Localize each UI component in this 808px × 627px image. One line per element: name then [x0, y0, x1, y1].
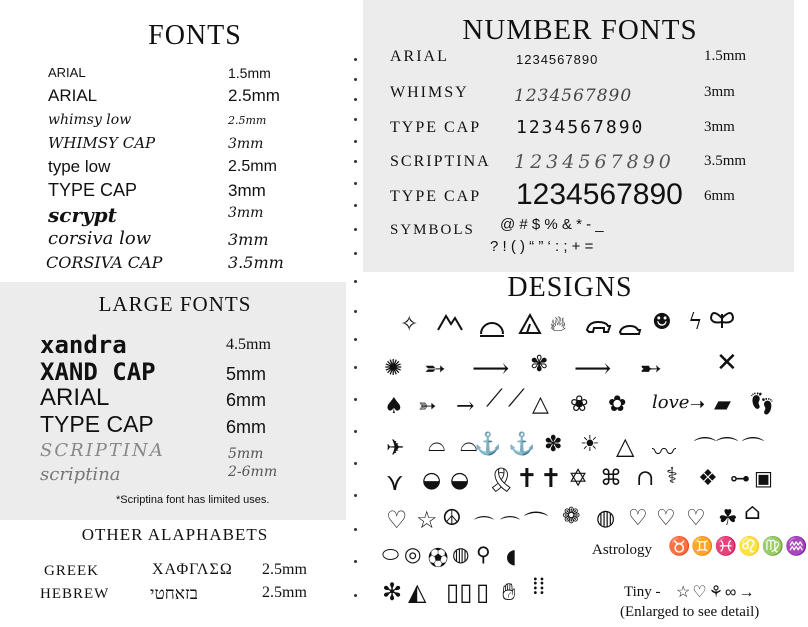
number-sample-arial: 1234567890 [516, 52, 599, 67]
bone-icon: ⊶ [730, 466, 750, 490]
arrow-icon: → [456, 394, 475, 419]
lotus-icon: ❀ [570, 392, 589, 417]
basketball-icon: ◎ [404, 542, 422, 566]
number-font-name: SCRIPTINA [390, 153, 491, 170]
font-size: 6mm [226, 417, 266, 437]
symbols-line-1: @ # $ % & * - _ [500, 216, 604, 233]
font-name-type-cap: TYPE CAP [48, 180, 138, 200]
horseshoe-icon: ∩ [636, 466, 655, 491]
number-size: 6mm [704, 188, 735, 204]
symbols-line-2: ? ! ( ) “ ” ‘ : ; + = [490, 238, 594, 255]
bee-icon: ✾ [530, 352, 549, 377]
scriptina-note: *Scriptina font has limited uses. [116, 494, 270, 506]
butterfly-icon [708, 308, 736, 336]
feather-icon: ⟋ [486, 384, 503, 412]
font-name-xand-cap: XAND CAP [40, 358, 156, 386]
football-icon: ⬭ [382, 542, 400, 566]
tiny-glyphs: ☆♡⚘∞→ [676, 584, 757, 601]
sunrise-icon [478, 316, 506, 344]
baseball-icon: ◍ [596, 506, 616, 531]
graduation-cap-icon: ⌂ [744, 500, 761, 525]
font-name-whimsy-low: whimsy low [48, 112, 132, 128]
wings-icon: ⌒⌒ [694, 437, 739, 462]
font-size: 3mm [228, 136, 264, 152]
shoeprints-icon: ⁞⁞ [532, 572, 546, 600]
ballet-shoes-icon: ▯▯ [446, 578, 473, 606]
number-sample-whimsy: 1234567890 [514, 86, 633, 106]
number-font-name: ARIAL [390, 48, 449, 65]
feather-arrow-icon: ➸ [640, 354, 662, 384]
font-name-arial-small: ARIAL [48, 65, 86, 80]
greek-sample: ΧΑΦΓΛΣΩ [152, 561, 233, 578]
ribbon-icon: 🎗︎ [486, 466, 517, 494]
compass-icon: ✧ [400, 312, 419, 337]
font-name-arial-large: ARIAL [40, 384, 110, 411]
number-size: 3mm [704, 84, 735, 100]
swallow-icon: ⋎ [386, 468, 404, 496]
jellyfish-icon: ⌓ [428, 432, 446, 457]
whistle-icon: ◖ [506, 544, 517, 568]
baseball-heart-icon: ♡ [628, 506, 648, 531]
footprints-icon: 👣︎ [748, 392, 776, 417]
font-size: 2.5mm [228, 86, 280, 105]
number-size: 3mm [704, 119, 735, 135]
astrology-label: Astrology [592, 542, 652, 558]
tiny-label: Tiny - [624, 584, 661, 600]
tennis-icon: ⚲ [476, 542, 491, 566]
bear-family-icon [618, 316, 646, 344]
arrow-icon: ⟶ [574, 354, 612, 384]
oregon-icon: ▰ [714, 392, 731, 417]
number-size: 3.5mm [704, 153, 747, 169]
other-alphabets-title: OTHER ALAPHABETS [81, 525, 269, 544]
large-fonts-title: LARGE FONTS [98, 292, 252, 316]
font-size: 4.5mm [226, 336, 271, 353]
number-sample-type-cap: 1234567890 [516, 117, 645, 138]
campfire-icon: 🔥︎ [550, 312, 567, 337]
bird-icon: ◒ [450, 468, 470, 493]
tree-icon: ♠ [384, 394, 404, 419]
love-arrow-text: love [652, 392, 690, 413]
heart-icon: ♡ [686, 506, 706, 531]
font-name-scriptina-low: scriptina [40, 464, 121, 485]
font-name-type-low: type low [48, 157, 111, 176]
paw-icon: ❖ [698, 466, 718, 491]
font-name-corsiva-low: corsiva low [48, 228, 152, 249]
arrow-icon: ➳ [418, 394, 437, 419]
font-size: 3mm [228, 230, 269, 249]
anchor-icon: ⚓ [474, 432, 502, 457]
bird-icon: ⌒ [500, 514, 520, 538]
sign-language-icon: ✋︎ [502, 578, 516, 606]
font-name-scriptina-cap: SCRIPTINA [40, 440, 165, 461]
font-name-corsiva-cap: CORSIVA CAP [46, 253, 163, 272]
designs-title: DESIGNS [507, 272, 633, 303]
greek-size: 2.5mm [262, 561, 307, 578]
font-size: 2.5mm [228, 114, 267, 127]
font-name-whimsy-cap: WHIMSY CAP [48, 134, 156, 152]
bear-icon [584, 314, 612, 342]
arrow-icon: ➵ [424, 354, 446, 384]
symbols-label: SYMBOLS [390, 222, 475, 238]
number-font-name: TYPE CAP [390, 119, 482, 136]
dandelion-icon: ✻ [382, 578, 403, 606]
ballet-shoes-icon: ▯ [476, 578, 490, 606]
font-name-scrypt: scrypt [48, 203, 117, 227]
number-font-name: TYPE CAP [390, 188, 482, 205]
fonts-title: FONTS [148, 20, 242, 51]
number-size: 1.5mm [704, 48, 747, 64]
rose-icon: ✽ [544, 432, 563, 457]
mountains-icon [436, 310, 464, 338]
dandelion-icon: ✺ [384, 356, 403, 381]
font-size: 5mm [226, 364, 266, 384]
tiny-note: (Enlarged to see detail) [620, 604, 760, 620]
peace-icon: ☮ [442, 506, 462, 531]
hibiscus-icon: ❁ [562, 504, 581, 529]
paper-airplane-icon: ✈ [386, 436, 405, 461]
bow-icon: ⌘ [600, 466, 622, 491]
cross-icon: ✝ [516, 464, 538, 494]
astrology-glyphs: ♉♊♓♌♍♒ [668, 536, 808, 556]
arrow-icon: ⟶ [472, 354, 510, 384]
arrow-icon: ➝ [690, 394, 706, 415]
hebrew-size: 2.5mm [262, 584, 307, 601]
wave-icon: 〰 [652, 438, 676, 466]
bird-icon: ⌒ [524, 510, 548, 538]
crossed-arrows-icon: ✕ [716, 348, 738, 378]
font-size: 5mm [228, 446, 264, 462]
greek-label: GREEK [44, 563, 99, 579]
lotus-icon: ✿ [608, 392, 627, 417]
font-name-xandra: xandra [40, 331, 127, 359]
lightning-icon: ϟ [688, 310, 703, 335]
font-name-type-cap-large: TYPE CAP [40, 411, 154, 437]
volleyball-icon: ◍ [452, 542, 470, 566]
hebrew-sample: בזאחטי [150, 584, 198, 603]
soccer-ball-icon: ⚽︎ [428, 546, 448, 570]
heart-triangle-icon: △ [532, 392, 549, 417]
caduceus-icon: ⚕ [666, 464, 678, 489]
bird-icon: ◒ [422, 468, 442, 493]
hebrew-label: HEBREW [40, 586, 110, 602]
clover-icon: ☘ [718, 506, 738, 531]
font-size: 1.5mm [228, 65, 271, 81]
jellyfish-icon: ⌓ [460, 432, 478, 457]
anchor-icon: ⚓ [508, 432, 536, 457]
sun-icon: ☀ [580, 432, 600, 457]
font-name-arial: ARIAL [48, 86, 98, 105]
font-size: 3mm [228, 181, 266, 200]
feather-icon: ⟋ [508, 384, 525, 412]
number-fonts-title: NUMBER FONTS [462, 14, 698, 46]
bird-icon: ⌒ [474, 514, 494, 538]
puzzle-icon: ▣ [754, 466, 773, 490]
heart-icon: ♡ [386, 506, 408, 534]
wing-icon: ⌒ [742, 437, 765, 462]
number-sample-scriptina: 1234567890 [514, 151, 675, 173]
font-size: 3.5mm [228, 253, 284, 272]
africa-icon: ◭ [408, 578, 427, 606]
star-icon: ☆ [416, 506, 438, 534]
font-size: 2-6mm [228, 464, 278, 480]
star-of-david-icon: ✡ [568, 464, 589, 492]
number-sample-type-cap-large: 1234567890 [516, 178, 683, 211]
number-font-name: WHIMSY [390, 84, 469, 101]
cross-icon: ✝ [540, 464, 562, 494]
teepee-icon [516, 312, 544, 340]
heartbeat-icon: ♡ [656, 506, 676, 531]
font-size: 6mm [226, 390, 266, 410]
frog-icon: ☻ [652, 310, 672, 335]
font-size: 2.5mm [228, 158, 277, 175]
triangle-icon: △ [616, 432, 635, 460]
font-size: 3mm [228, 205, 264, 221]
